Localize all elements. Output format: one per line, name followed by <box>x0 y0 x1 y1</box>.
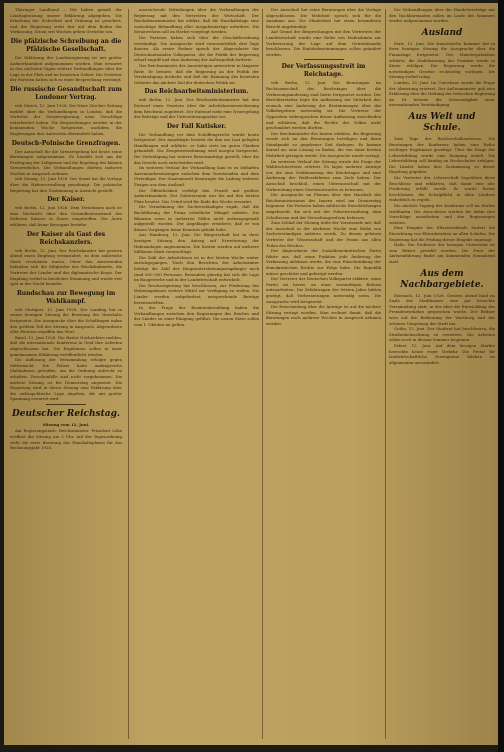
article-text: Am Regierungstisch: Reichsminister. Präsident Löbe eröffnet die Sitzung um 3 Uhr. Auf der Tagesordnung steht die erste Beratung des Haushaltsplanes für das Rechnungsjahr 1928. <box>10 428 122 451</box>
article-headline: Deutsch-Polnische Grenzfragen. <box>11 139 121 147</box>
section-divider <box>46 404 86 405</box>
article-text: Thüringer Landbund – Wir haben gemäß der Landtagssitzung unsere Erklärung abgegeben. Die Erhaltung der Sicherheit und Ordnung ist gesichert, und die Regierung steht fest auf dem Boden der Verfassung. Schon seit Wochen gehen Gerüchte um. <box>10 7 122 35</box>
article-text: wtb Zürich, 12. Juni 1928. Die Neue Zürcher Zeitung meldet über die Verhandlungen in London, daß die Vertreter der Sowjetregierung neue Vorschläge unterbreitet haben. Die Besprechungen werden in der kommenden Woche fortgesetzt, nachdem die Regierungen ihre Antworten übermittelt haben. <box>10 102 122 136</box>
article-text: Im weiteren Verlauf der Sitzung wurde die Frage der Wahlrechtsreform erörtert. Es lagen mehrere Anträge vor, die eine Verkleinerung des Reichstages und eine Änderung des Wahlverfahrens zum Ziele haben. Der Ausschuß beschloß, einen Unterausschuß mit der Vorbereitung eines Gesetzentwurfes zu betrauen. <box>266 158 381 192</box>
article-text: Die nächste Tagung der Konferenz soll im Herbst stattfinden. Die Ausschüsse werden bis dahin ihre Vorschläge ausarbeiten und den Regierungen zuleiten. <box>389 203 495 225</box>
article-text: Die Parteien haben sich über die Geschäftsordnung verständigt. Die Aussprache wird voraussichtlich drei Tage dauern. Als erster Redner sprach der Abgeordnete der Deutschnationalen Volkspartei, der die Politik der Regierung scharf angriff und eine Änderung der Außenpolitik forderte. <box>134 34 259 63</box>
section-subheadline: Sitzung vom 12. Juni. <box>42 421 90 427</box>
section-divider <box>304 59 344 60</box>
column-rule <box>385 9 386 739</box>
article-text: wtb Berlin, 12. Juni 1928. Dem Vernehmen nach ist eine Nachricht über den Gesundheitszustand des früheren Kaisers in Doorn eingetroffen. Die Ärzte erklären, daß keine Besorgnis bestehe. <box>10 205 122 228</box>
article-text: Basel, 12. Juni 1928. Die Basler Nachrichten melden, daß die internationale Konferenz in Genf ihre Arbeiten abgeschlossen hat. Die Ergebnisse sollen in einer gemeinsamen Erklärung veröffentlicht werden. <box>10 334 122 357</box>
column-2 <box>134 7 259 741</box>
article-text: London, 12. Juni. Im Unterhaus wurde die Frage der Abrüstung erörtert. Der Außenminister gab eine Erklärung über die Haltung der britischen Regierung ab. Er betonte die Notwendigkeit einer internationalen Verständigung. <box>389 79 495 108</box>
article-headline: Der Fall Kutisker. <box>166 122 227 130</box>
article-text: Der Vertreter der Deutschen Volkspartei erklärte, seine Partei sei bereit, an einer vernünftigen Reform mitzuarbeiten. Die Erfahrungen der letzten Jahre hätten gezeigt, daß Verbesserungen notwendig seien. Die Aussprache wird fortgesetzt. <box>266 276 381 304</box>
article-text: Auf Grund der Besprechungen mit den Vertretern der Landwirtschaft wurde eine Reihe von Maßnahmen zur Verbesserung der Lage auf dem Getreidemarkt beschlossen. Die Einfuhrbestimmungen sollen geändert werden. <box>266 29 381 57</box>
article-text: Die Aussprache im Plenum über den Haushalt des Reichsministeriums des Innern wird am Donnerstag beginnen. Die Parteien haben zahlreiche Entschließungen eingebracht, die sich mit der Polizeiverwaltung, dem Schulwesen und der Verwaltungsreform befassen. <box>266 192 381 220</box>
article-headline: Der Verfassungsstreit im Reichstage. <box>281 63 366 79</box>
article-text: Die Vertreter der Lehrerschaft begrüßten diese Beschlüsse und erklärten, daß damit eine alte Forderung erfüllt werde. Es wurde ferner beschlossen, die Schulpflicht in allen Ländern einheitlich zu regeln. <box>389 175 495 203</box>
column-3 <box>266 7 381 741</box>
article-text: Im weiteren Verlauf der Verhandlung kam es zu lebhaften Auseinandersetzungen zwischen dem Vorsitzenden und dem Verteidiger. Der Staatsanwalt beantragte die Ladung weiterer Zeugen aus dem Ausland. <box>134 165 259 188</box>
newspaper-page <box>4 3 498 745</box>
article-headline: Rundschau zur Bewegung im Wahlkampf. <box>16 289 116 305</box>
article-headline: Der Kaiser als Gast des Reichskanzlers. <box>26 230 106 246</box>
article-text: Die Erklärung der Landesregierung ist mit großer Aufmerksamkeit aufgenommen worden. Man erwartet in den nächsten Tagen weitere Verhandlungen über die Lage in der Pfalz und im besetzten Gebiet. Die Vertreter der Parteien haben sich zu einer Besprechung vereinigt. <box>10 54 122 83</box>
article-text: Die Reichsregierung hat beschlossen, zur Förderung des Wohnungsbaues weitere Mittel zur Verfügung zu stellen. Die Länder werden aufgefordert, entsprechende Beträge bereitzustellen. <box>134 282 259 305</box>
article-text: Der Ausschuß für die Grenzregelung hat heute seine Beratungen aufgenommen. Es handelt sich um die Festlegung der Zollgrenze und die Regelung des kleinen Grenzverkehrs. Die Verhandlungen dürften mehrere Wochen in Anspruch nehmen. <box>10 148 122 176</box>
article-text: Der Ausschuß hat seine Beratungen über die Vorlage abgeschlossen. Die Mehrheit sprach sich für die Annahme aus. Die Minderheit hat einen besonderen Bericht angekündigt. <box>266 7 381 29</box>
article-text: Paris, 12. Juni. Die französische Kammer hat in ihrer heutigen Sitzung die Aussprache über die Finanzlage fortgesetzt. Der Ministerpräsident erklärte, die Stabilisierung des Franken werde in Kürze erfolgen. Die Regierung werde die notwendigen Gesetze rechtzeitig vorlegen. Die Sitzung verlief ruhig. <box>389 40 495 80</box>
article-text: Eine Eingabe der Elternverbände fordert die Einrichtung von Elternbeiräten an allen Schulen. Die Regierung hat die Prüfung dieser Eingabe zugesagt. <box>389 225 495 242</box>
column-4 <box>389 7 495 741</box>
article-text: Die Verhandlungen über die Handelsverträge mit den Nachbarstaaten sollen im Laufe des Sommers wieder aufgenommen werden. <box>389 7 495 24</box>
article-text: Die Entscheidung über die Anträge ist auf die nächste Sitzung vertagt worden. Man rechnet damit, daß die Beratungen noch mehrere Wochen in Anspruch nehmen werden. <box>266 304 381 326</box>
article-text: Zum Tage der Reichsschulkonferenz. Die Beratungen der Konferenz haben eine Reihe wichtiger Ergebnisse gezeitigt. Über die Frage der Lehrerbildung wurde eine Einigung erzielt. Die Lehrerbildung soll künftig an Hochschulen erfolgen. Die Länder haben ihre Zustimmung zu dieser Regelung gegeben. <box>389 135 495 175</box>
article-text: In der Frage der Beamtenbesoldung haben die Verhandlungen zwischen den Regierungen des Reiches und der Länder zu einer Einigung geführt. Die neuen Sätze sollen vom 1. Oktober an gelten. <box>134 305 259 327</box>
article-headline: Die pfälzische Schreibung an die Pfälzische Gesellschaft. <box>10 37 122 53</box>
article-text: Halle. Ein Professor der hiesigen Universität ist zum Rektor gewählt worden. Die Feier der Amtseinführung findet am kommenden Sonnabend statt. <box>389 242 495 264</box>
article-text: Zum Schluß der Sitzung teilte der Vorsitzende mit, daß der Ausschuß in der nächsten Woche eine Reihe von Sachverständigen anhören werde. Zu diesen gehören Vertreter der Wissenschaft und der Praxis aus allen Teilen des Reiches. <box>266 220 381 248</box>
column-1 <box>10 7 122 741</box>
article-text: wtb Berlin, 12. Juni. Der Reichsarbeitsminister hat den Entwurf eines Gesetzes über die Arbeitslosenversicherung dem Reichsrat zugeleitet. Der Entwurf sieht eine Neuregelung der Beiträge und der Unterstützungssätze vor. <box>134 97 259 120</box>
article-headline: Der Kaiser. <box>47 196 85 204</box>
article-text: Die Verhandlung vor dem Schöffengericht wurde heute fortgesetzt. Der Angeklagte bestritt die ihm zur Last gelegten Handlungen und erklärte, er habe stets im guten Glauben gehandelt. Die Zeugenvernehmung wird morgen fortgesetzt. Die Verteidigung hat weitere Beweisanträge gestellt, über die das Gericht noch entscheiden wird. <box>134 131 259 165</box>
column-rule <box>128 9 129 739</box>
article-text: wtb Stuttgart, 12. Juni 1928. Der Landtag hat in seiner heutigen Sitzung die Beratung des Haushalts fortgesetzt. Die Aussprache über die Schulfragen nahm den größten Teil der Sitzung in Anspruch. Abgeordnete aller Parteien ergriffen das Wort. <box>10 306 122 335</box>
section-headline: Aus Welt und Schule. <box>408 111 476 133</box>
article-text: Eisenach, 12. Juni 1928. Gestern abend fand im Saale des Stadthauses eine gut besuchte Versammlung statt, in der über die Entwicklung des Fremdenverkehrs gesprochen wurde. Der Redner wies auf die Bedeutung der Wartburg und der schönen Umgebung der Stadt hin. <box>389 292 495 326</box>
article-text: Die Öffentlichkeit verfolgt den Prozeß mit größter Aufmerksamkeit. Der Zuhörerraum war bis auf den letzten Platz besetzt. Das Urteil wird für Ende der Woche erwartet. <box>134 187 259 204</box>
column-rule <box>262 9 263 739</box>
article-text: wtb Berlin, 12. Juni. Der Reichskanzler hat gestern abend einen Empfang veranstaltet, zu dem zahlreiche Gäste erschienen waren. Unter den Anwesenden befanden sich die Mitglieder des Reichskabinetts, die Vertreter der Länder und das diplomatische Korps. Der Empfang verlief in herzlicher Stimmung und wurde erst spät in der Nacht beendet. <box>10 247 122 287</box>
section-headline: Ausland <box>421 27 463 38</box>
article-text: Aus Hamburg, 12. Juni. Die Bürgerschaft hat in ihrer heutigen Sitzung den Antrag auf Erweiterung der Hafenanlagen angenommen. Die Kosten werden auf mehrere Millionen Mark veranschlagt. <box>134 232 259 255</box>
article-text: Die Vernehmung der Sachverständigen ergab, daß die Buchführung der Firma erhebliche Mängel aufwies. Die Bilanzen seien in mehreren Fällen nicht ordnungsgemäß aufgestellt worden. Der Angeklagte erwiderte, daß er von diesen Vorgängen keine Kenntnis gehabt habe. <box>134 204 259 232</box>
section-headline: Aus dem Nachbargebiete. <box>400 268 484 290</box>
article-text: Der Abgeordnete der Sozialdemokratischen Partei führte aus, daß seine Fraktion jede Änderung der Verfassung ablehnen werde, die eine Einschränkung der demokratischen Rechte zur Folge habe. Die Republik müsse geschützt und gefestigt werden. <box>266 248 381 276</box>
binding-edge <box>498 0 504 752</box>
article-text: Die Zahl der Arbeitslosen ist in der letzten Woche weiter zurückgegangen. Nach den Berichten der Arbeitsämter beträgt die Zahl der Hauptunterstützungsempfänger noch rund 600 000 Personen. Besonders günstig hat sich die Lage im Baugewerbe und in der Landwirtschaft entwickelt. <box>134 254 259 283</box>
article-text: wtb Danzig, 12. Juni 1928. Der Senat hat die Vorlage über die Hafenverwaltung genehmigt. Die polnische Regierung hat ihre Zustimmung in Aussicht gestellt. <box>10 176 122 193</box>
article-headline: Das Reichsarbeitsministerium. <box>144 88 249 96</box>
article-text: Gotha, 12. Juni. Der Stadtrat hat beschlossen, die Straßenbeleuchtung zu erweitern. Die Arbeiten sollen noch in diesem Sommer beginnen. <box>389 326 495 343</box>
section-headline: Deutscher Reichstag. <box>11 408 121 419</box>
article-text: wtb Berlin, 12. Juni. Die Beratungen im Rechtsausschuß des Reichstages über die Verfassungsänderung sind heute fortgesetzt worden. Der Berichterstatter legte die Auffassung der Mehrheit dar, wonach eine Änderung der Bestimmungen über das Volksbegehren notwendig sei. Die Vertreter der Opposition widersprachen dieser Auffassung entschieden und erklärten, daß die Rechte des Volkes nicht geschmälert werden dürften. <box>266 80 381 131</box>
article-headline: Die russische Gesandtschaft zum Londoner Vertrag. <box>10 85 122 101</box>
article-text: Der Reichsminister des Innern erklärte, die Regierung werde sich an den Beratungen beteiligen und ihren Standpunkt zu gegebener Zeit darlegen. Es komme darauf an, eine Lösung zu finden, die von einer breiten Mehrheit getragen werde. Die Aussprache wurde vertagt. <box>266 130 381 159</box>
article-text: ausreichende Mitteilungen über die Verhandlungen der Regierung mit den Vertretern der Wirtschaft. Der Reichsfinanzminister hat erklärt, daß die Haushaltslage eine vorsichtige Behandlung aller Ausgabeanträge erfordere. Die Steuerreform soll im Herbst vorgelegt werden. <box>134 7 259 35</box>
article-text: Der Reichsminister des Auswärtigen antwortete in längerer Rede. Er betonte, daß die Regierung an der Politik der Verständigung festhalte und daß die Räumung des besetzten Gebietes das nächste Ziel der deutschen Politik sei. <box>134 62 259 85</box>
article-text: Die Auflösung der Versammlung erfolgte gegen Mitternacht. Die Polizei hatte umfangreiche Maßnahmen getroffen, um die Ordnung aufrecht zu erhalten. Zwischenfälle sind nicht vorgekommen. Die nächste Sitzung ist für Donnerstag angesetzt. Die Regierung wird in dieser Sitzung eine Erklärung über die außenpolitische Lage abgeben, die mit großer Spannung erwartet wird. <box>10 357 122 402</box>
article-text: Erfurt, 12. Juni. Auf dem hiesigen Markte herrschte heute reger Verkehr. Die Preise für landwirtschaftliche Erzeugnisse blieben im allgemeinen unverändert. <box>389 342 495 365</box>
